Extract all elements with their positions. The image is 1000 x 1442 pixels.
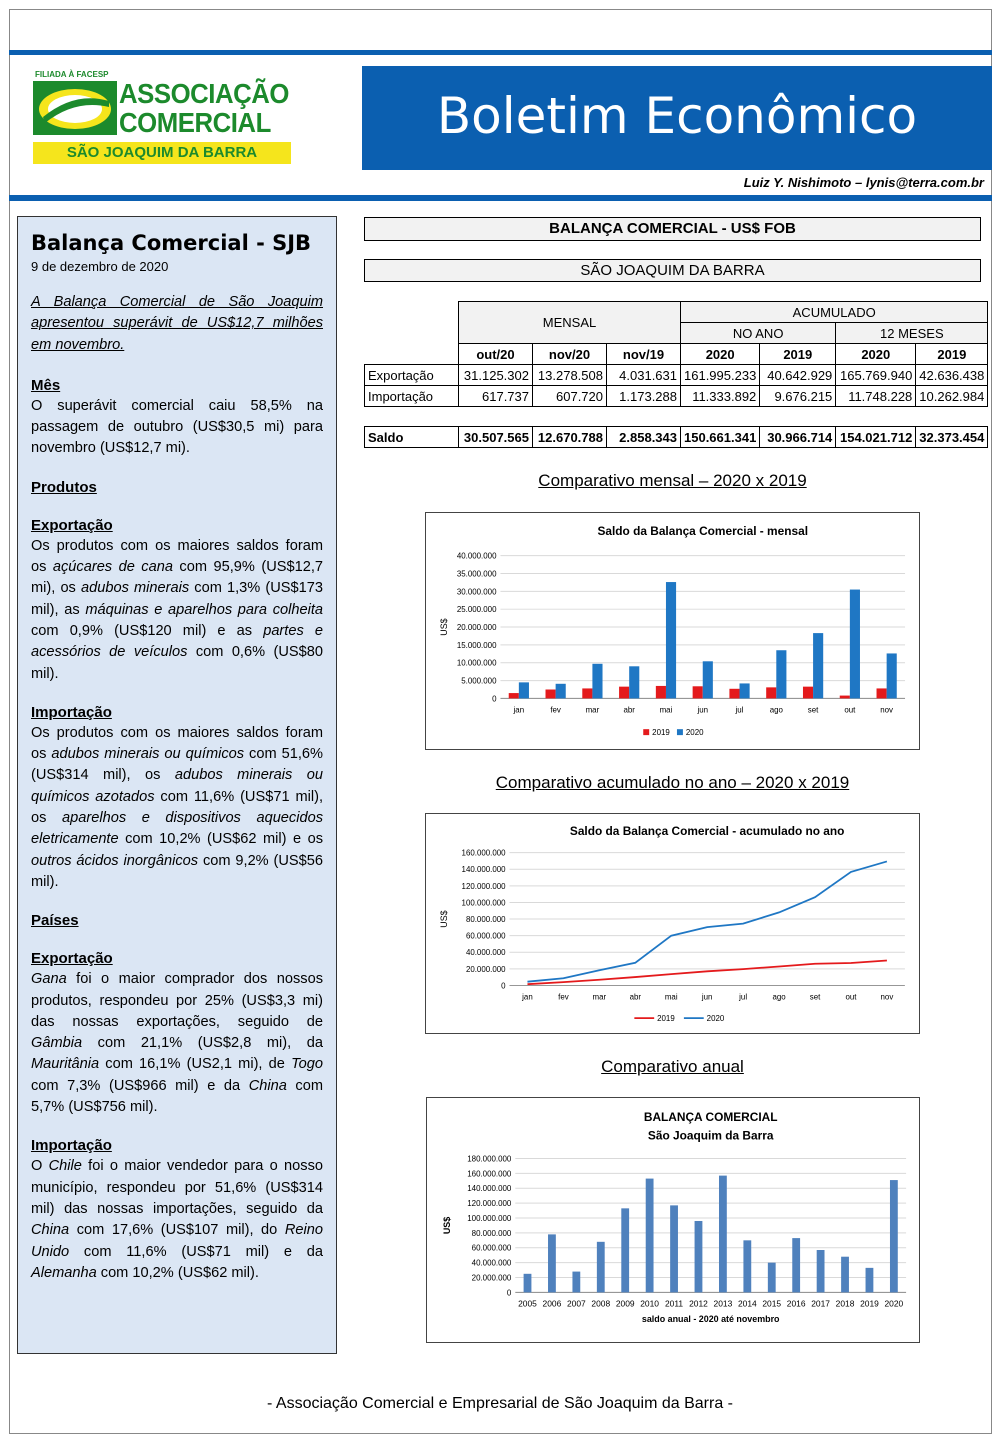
heading-mes: Mês	[31, 376, 61, 394]
row-label: Saldo	[365, 427, 459, 448]
column-header: nov/19	[607, 344, 681, 365]
bar-2020-nov	[887, 653, 897, 698]
chart-subtitle: São Joaquim da Barra	[647, 1128, 774, 1143]
bar-saldo-2019	[866, 1268, 874, 1293]
x-tick-label: mar	[592, 992, 607, 1002]
table-cell: 4.031.631	[607, 365, 681, 386]
header-top-rule	[9, 50, 992, 55]
y-tick-label: 30.000.000	[456, 587, 497, 597]
y-tick-label: 140.000.000	[461, 865, 506, 875]
column-header: 2020	[836, 344, 916, 365]
row-label: Exportação	[365, 365, 459, 386]
x-tick-label: jun	[697, 705, 709, 715]
heading-produtos-importacao: Importação	[31, 703, 112, 721]
x-tick-label: 2020	[884, 1298, 904, 1309]
bar-2020-jul	[740, 683, 750, 698]
column-header: out/20	[459, 344, 533, 365]
y-tick-label: 100.000.000	[461, 898, 506, 908]
column-header: nov/20	[533, 344, 607, 365]
bar-2019-fev	[546, 690, 556, 699]
legend-label: 2019	[657, 1014, 675, 1024]
table-cell: 617.737	[459, 386, 533, 407]
txt: com 95,9% (US$12,7 mi), os	[31, 559, 323, 597]
y-tick-label: 20.000.000	[456, 623, 497, 633]
x-tick-label: out	[844, 705, 856, 715]
sidebar-title: Balança Comercial - SJB	[31, 231, 312, 255]
bar-saldo-2005	[524, 1274, 532, 1293]
x-tick-label: 2013	[713, 1298, 733, 1309]
bar-saldo-2012	[695, 1221, 703, 1292]
x-tick-label: jul	[739, 992, 748, 1002]
txt: O	[31, 1158, 49, 1175]
bar-2020-mar	[592, 664, 602, 699]
txt: Os produtos com os maiores saldos foram os	[31, 537, 323, 576]
table-cell: 9.676.215	[760, 386, 836, 407]
table-cell: 165.769.940	[836, 365, 916, 386]
saldo-table	[364, 426, 988, 448]
txt-em: Gâmbia	[31, 1035, 83, 1052]
x-tick-label: fev	[550, 705, 561, 715]
txt-em: China	[248, 1077, 287, 1094]
table-cell: 10.262.984	[916, 386, 988, 407]
txt-em: outros ácidos inorgânicos	[31, 852, 199, 869]
x-tick-label: abr	[629, 992, 642, 1002]
bar-2019-mar	[582, 688, 592, 698]
x-tick-label: set	[809, 992, 821, 1002]
table-cell: 11.748.228	[836, 386, 916, 407]
x-tick-label: 2006	[542, 1298, 562, 1309]
y-tick-label: 20.000.000	[465, 964, 506, 974]
table-cell: 30.507.565	[459, 427, 533, 448]
txt-em: adubos minerais ou químicos	[51, 746, 245, 763]
x-tick-label: set	[807, 705, 819, 715]
x-axis-label: saldo anual - 2020 até novembro	[641, 1314, 780, 1325]
y-tick-label: 120.000.000	[461, 881, 506, 891]
y-tick-label: 80.000.000	[471, 1228, 512, 1238]
txt-em: partes e acessórios de veículos	[31, 622, 324, 661]
x-tick-label: 2018	[835, 1298, 855, 1309]
txt: com 11,6% (US$71 mil) e da	[69, 1243, 323, 1260]
txt-em: Togo	[291, 1056, 323, 1073]
txt: com 16,1% (US2,1 mi), de	[99, 1056, 292, 1073]
y-tick-label: 35.000.000	[456, 569, 497, 579]
bar-saldo-2010	[646, 1179, 654, 1293]
heading-paises-importacao: Importação	[31, 1137, 112, 1155]
sidebar-date: 9 de dezembro de 2020	[31, 259, 169, 274]
line-series-2019	[527, 961, 886, 985]
table-cell: 30.966.714	[760, 427, 836, 448]
y-tick-label: 25.000.000	[456, 605, 497, 615]
txt: com 10,2% (US$62 mil) e os	[118, 831, 323, 848]
x-tick-label: nov	[880, 992, 894, 1002]
x-tick-label: mai	[664, 992, 678, 1002]
y-tick-label: 60.000.000	[465, 931, 506, 941]
bar-2019-jul	[729, 689, 739, 699]
y-tick-label: 20.000.000	[471, 1273, 512, 1283]
text-produtos-importacao	[31, 723, 323, 893]
txt: com 9,2% (US$56 mil).	[31, 852, 323, 890]
column-header: 2019	[916, 344, 988, 365]
row-label: Importação	[365, 386, 459, 407]
txt-em: aparelhos e dispositivos aquecidos eletricamente	[31, 810, 323, 848]
table-cell: 607.720	[533, 386, 607, 407]
table-row-importacao	[365, 386, 988, 407]
bar-2020-set	[813, 633, 823, 698]
x-tick-label: 2017	[811, 1298, 830, 1309]
chart-title: Saldo da Balança Comercial - mensal	[597, 523, 809, 538]
bar-saldo-2013	[719, 1176, 727, 1293]
header-mensal: MENSAL	[459, 302, 681, 344]
x-tick-label: 2008	[591, 1298, 611, 1309]
x-tick-label: 2010	[640, 1298, 660, 1309]
x-tick-label: 2014	[737, 1298, 757, 1309]
y-axis-label: US$	[441, 1216, 452, 1235]
x-tick-label: ago	[772, 992, 786, 1002]
table-header-row	[365, 302, 988, 323]
table-cell: 150.661.341	[681, 427, 760, 448]
y-tick-label: 40.000.000	[465, 948, 506, 958]
y-tick-label: 180.000.000	[467, 1154, 512, 1164]
chart-mensal-svg	[426, 513, 919, 749]
table-cell: 154.021.712	[836, 427, 916, 448]
heading-produtos-exportacao: Exportação	[31, 516, 113, 534]
sidebar-intro: A Balança Comercial de São Joaquim apresentou superávit de US$12,7 milhões em novembro.	[31, 294, 323, 353]
header-bottom-rule	[9, 195, 992, 201]
y-tick-label: 40.000.000	[456, 551, 497, 561]
txt: foi o maior vendedor para o nosso município, respondeu por 51,6% (US$314 mil) das nossas importações, seguido da	[31, 1158, 324, 1217]
bar-saldo-2020	[890, 1180, 898, 1292]
txt: com 51,6% (US$314 mil), os	[31, 746, 324, 784]
bar-2019-nov	[877, 688, 887, 698]
x-tick-label: jul	[735, 705, 744, 715]
chart-mensal	[425, 512, 920, 750]
author-line: Luiz Y. Nishimoto – lynis@terra.com.br	[743, 175, 984, 190]
bar-saldo-2016	[792, 1238, 800, 1292]
y-tick-label: 0	[492, 694, 497, 704]
x-tick-label: out	[845, 992, 857, 1002]
x-tick-label: 2012	[689, 1298, 708, 1309]
y-tick-label: 10.000.000	[456, 658, 497, 668]
logo-line-2: COMERCIAL	[119, 107, 271, 138]
bar-saldo-2014	[743, 1240, 751, 1292]
txt: com 10,2% (US$62 mil).	[96, 1264, 259, 1281]
txt-em: Gana	[31, 971, 67, 988]
table-cell	[365, 302, 459, 323]
txt-em: adubos minerais ou químicos azotados	[31, 767, 323, 805]
table-cell: 2.858.343	[607, 427, 681, 448]
bar-saldo-2017	[817, 1250, 825, 1292]
x-tick-label: 2011	[664, 1298, 684, 1309]
column-header: 2019	[760, 344, 836, 365]
bar-saldo-2006	[548, 1234, 556, 1292]
header-no-ano: NO ANO	[681, 323, 836, 344]
bar-saldo-2009	[621, 1208, 629, 1292]
y-tick-label: 5.000.000	[461, 676, 497, 686]
txt-em: Chile	[48, 1158, 82, 1175]
y-axis-label: US$	[439, 910, 450, 928]
bar-2019-set	[803, 687, 813, 699]
bar-2020-out	[850, 590, 860, 699]
x-tick-label: 2007	[566, 1298, 586, 1309]
table-cell: 40.642.929	[760, 365, 836, 386]
y-tick-label: 0	[501, 981, 506, 991]
txt-em: China	[31, 1222, 70, 1239]
txt: com 21,1% (US$2,8 mi), da	[82, 1035, 323, 1052]
section-title-mensal: Comparativo mensal – 2020 x 2019	[538, 471, 807, 490]
x-tick-label: jun	[701, 992, 713, 1002]
x-tick-label: 2019	[860, 1298, 879, 1309]
chart-title: Saldo da Balança Comercial - acumulado no ano	[569, 823, 845, 838]
legend-label: 2019	[652, 728, 670, 738]
y-axis-label: US$	[438, 618, 449, 636]
logo-emblem-icon	[33, 81, 117, 135]
heading-produtos: Produtos	[31, 478, 97, 496]
logo-city-bar: SÃO JOAQUIM DA BARRA	[33, 142, 291, 164]
logo-line-1: ASSOCIAÇÃO	[119, 78, 290, 109]
bar-2020-jun	[703, 661, 713, 698]
bar-2019-abr	[619, 687, 629, 699]
table-cell: 13.278.508	[533, 365, 607, 386]
bar-2019-mai	[656, 686, 666, 698]
header-12-meses: 12 MESES	[836, 323, 988, 344]
header-acumulado: ACUMULADO	[681, 302, 988, 323]
bar-2020-fev	[556, 684, 566, 699]
text-paises-exportacao	[31, 969, 323, 1118]
legend-label: 2020	[685, 728, 704, 738]
y-tick-label: 100.000.000	[467, 1213, 512, 1223]
bulletin-title: Boletim Econômico	[362, 66, 992, 170]
txt-em: Mauritânia	[31, 1056, 100, 1073]
chart-anual-svg	[427, 1098, 919, 1342]
txt-em: Reino Unido	[31, 1222, 323, 1260]
txt: com 0,9% (US$120 mil) e as	[31, 622, 264, 639]
trade-balance-table	[364, 301, 988, 407]
txt: com 5,7% (US$756 mil).	[31, 1077, 323, 1116]
heading-paises-exportacao: Exportação	[31, 950, 113, 968]
y-tick-label: 140.000.000	[467, 1184, 512, 1194]
chart-acumulado-svg	[426, 814, 919, 1033]
table-cell: 12.670.788	[533, 427, 607, 448]
section-band-city: SÃO JOAQUIM DA BARRA	[364, 259, 981, 282]
txt: com 7,3% (US$966 mil) e da	[31, 1077, 249, 1094]
table-cell: 161.995.233	[681, 365, 760, 386]
logo-filiada-text: FILIADA À FACESP	[35, 70, 109, 79]
table-cell: 32.373.454	[916, 427, 988, 448]
txt-em: açúcares de cana	[52, 559, 173, 576]
x-tick-label: 2015	[762, 1298, 782, 1309]
table-header-row	[365, 344, 988, 365]
bar-2019-jun	[693, 686, 703, 698]
table-cell	[365, 323, 459, 344]
bar-saldo-2011	[670, 1205, 678, 1292]
x-tick-label: nov	[880, 705, 894, 715]
table-cell: 31.125.302	[459, 365, 533, 386]
y-tick-label: 160.000.000	[467, 1169, 512, 1179]
table-row-saldo	[365, 427, 988, 448]
heading-paises: Países	[31, 912, 79, 930]
x-tick-label: mai	[659, 705, 673, 715]
bar-2020-jan	[519, 682, 529, 698]
x-tick-label: 2005	[518, 1298, 537, 1309]
text-produtos-exportacao	[31, 536, 323, 685]
bar-2019-jan	[509, 693, 519, 698]
x-tick-label: 2016	[786, 1298, 806, 1309]
txt: com 1,3% (US$173 mil), as	[31, 580, 323, 618]
txt-em: adubos minerais	[81, 580, 190, 597]
column-header: 2020	[681, 344, 760, 365]
txt: com 0,6% (US$80 mil).	[31, 644, 323, 682]
txt: com 11,6% (US$71 mil), os	[31, 788, 324, 827]
x-tick-label: mar	[585, 705, 600, 715]
txt: foi o maior comprador dos nossos produtos, respondeu por 25% (US$3,3 mi) das nossas exportações, seguido de	[31, 971, 323, 1030]
section-band-title: BALANÇA COMERCIAL - US$ FOB	[364, 217, 981, 241]
y-tick-label: 40.000.000	[471, 1258, 512, 1268]
chart-title: BALANÇA COMERCIAL	[643, 1109, 778, 1124]
legend-label: 2020	[706, 1014, 725, 1024]
legend-swatch-2019	[643, 729, 649, 735]
y-tick-label: 0	[506, 1288, 512, 1298]
x-tick-label: fev	[558, 992, 569, 1002]
bar-2020-mai	[666, 582, 676, 698]
x-tick-label: abr	[623, 705, 635, 715]
table-cell	[365, 344, 459, 365]
txt: com 17,6% (US$107 mil), do	[69, 1222, 285, 1239]
y-tick-label: 80.000.000	[465, 915, 506, 925]
txt-em: máquinas e aparelhos para colheita	[85, 601, 323, 618]
table-row-exportacao	[365, 365, 988, 386]
y-tick-label: 60.000.000	[471, 1243, 512, 1253]
bar-saldo-2008	[597, 1242, 605, 1293]
chart-anual	[426, 1097, 920, 1343]
bar-saldo-2018	[841, 1257, 849, 1293]
text-mes: O superávit comercial caiu 58,5% na passagem de outubro (US$30,5 mi) para novembro (US$12,7 mi).	[31, 397, 323, 457]
section-title-anual: Comparativo anual	[601, 1057, 744, 1076]
bar-2020-ago	[776, 650, 786, 698]
txt-em: Alemanha	[31, 1264, 97, 1281]
x-tick-label: jan	[513, 705, 525, 715]
table-cell: 1.173.288	[607, 386, 681, 407]
table-cell: 11.333.892	[681, 386, 760, 407]
bar-saldo-2015	[768, 1263, 776, 1293]
y-tick-label: 120.000.000	[467, 1199, 512, 1209]
footer-text: - Associação Comercial e Empresarial de São Joaquim da Barra -	[267, 1395, 733, 1412]
table-cell: 42.636.438	[916, 365, 988, 386]
bar-saldo-2007	[572, 1272, 580, 1293]
sidebar-panel	[17, 216, 337, 1354]
section-title-acumulado: Comparativo acumulado no ano – 2020 x 2019	[495, 773, 850, 792]
association-logo	[33, 70, 291, 166]
bar-2020-abr	[629, 666, 639, 698]
y-tick-label: 15.000.000	[456, 640, 497, 650]
bar-2019-ago	[766, 687, 776, 698]
y-tick-label: 160.000.000	[461, 848, 506, 858]
text-paises-importacao	[31, 1156, 323, 1284]
legend-swatch-2020	[677, 729, 683, 735]
x-tick-label: jan	[522, 992, 533, 1002]
bar-2019-out	[840, 696, 850, 699]
x-tick-label: 2009	[615, 1298, 635, 1309]
x-tick-label: ago	[769, 705, 783, 715]
txt: Os produtos com os maiores saldos foram os	[31, 724, 323, 763]
chart-acumulado	[425, 813, 920, 1034]
